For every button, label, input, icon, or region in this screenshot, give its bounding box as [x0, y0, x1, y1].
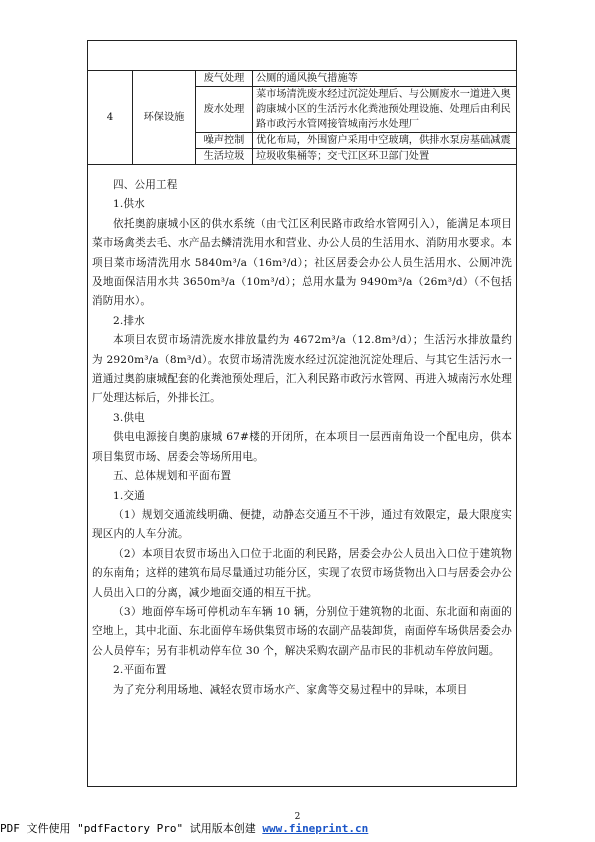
paragraph: （2）本项目农贸市场出入口位于北面的利民路，居委会办公人员出入口位于建筑物的东南角；这样的建筑布局尽量通过功能分区，实现了农贸市场货物出入口与居委会办公人员出入口的分离，减少地面交通的相互干扰。 [92, 547, 512, 599]
row-number-cell: 4 [88, 71, 133, 165]
paragraph: 为了充分利用场地、减轻农贸市场水产、家禽等交易过程中的异味，本项目 [113, 683, 468, 696]
paragraph: 供电电源接自奥韵康城 67#楼的开闭所，在本项目一层西南角设一个配电房，供本项目集贸市场、居委会等场所用电。 [92, 431, 512, 463]
table-row [88, 71, 517, 87]
sub-item-label: 生活垃圾 [196, 149, 253, 165]
paragraph: （1）规划交通流线明确、便捷，动静态交通互不干涉，通过有效限定，最大限度实现区内的人车分流。 [92, 508, 512, 541]
paragraph: 依托奥韵康城小区的供水系统（由弋江区利民路市政给水管网引入），能满足本项目菜市场禽类去毛、水产品去鳞清洗用水和营业、办公人员的生活用水、消防用水要求。本项目菜市场清洗用水 5840m³/a（16m³/d）；社区居委会办公人员生活用水、公厕冲洗及地面保洁用水共 3650m³/a（10m³/d）；总用水量为 9490m³/a（26m³/d）（不包括消防用水）。 [92, 217, 512, 308]
sub-item-desc: 菜市场清洗废水经过沉淀处理后、与公厕废水一道进入奥韵康城小区的生活污水化粪池预处理设施、处理后由利民路市政污水管网接管城南污水处理厂 [253, 87, 517, 133]
page-number: 2 [294, 812, 301, 822]
paragraph: 本项目农贸市场清洗废水排放量约为 4672m³/a（12.8m³/d）；生活污水排放量约为 2920m³/a（8m³/d）。农贸市场清洗废水经过沉淀池沉淀处理后、与其它生活污水一道通过奥韵康城配套的化粪池预处理后，汇入利民路市政污水管网、再进入城南污水处理厂处理达标后，外排长江。 [92, 334, 512, 405]
subsection-heading: 2.排水 [113, 314, 145, 327]
sub-item-label: 废气处理 [196, 71, 253, 87]
category-cell: 环保设施 [133, 71, 196, 165]
paragraph: （3）地面停车场可停机动车车辆 10 辆，分别位于建筑物的北面、东北面和南面的空地上，其中北面、东北面停车场供集贸市场的农副产品装卸货，南面停车场供居委会办公人员停车；另有非机动停车位 30 个，解决采购农副产品市民的非机动车停放问题。 [92, 605, 512, 657]
sub-item-desc: 垃圾收集桶等；交弋江区环卫部门处置 [253, 149, 517, 165]
section-heading: 五、总体规划和平面布置 [113, 470, 232, 483]
section-heading: 四、公用工程 [113, 179, 178, 191]
subsection-heading: 3.供电 [113, 411, 145, 424]
document-body [92, 176, 512, 700]
footer-link[interactable]: www.fineprint.cn [262, 822, 369, 835]
sub-item-label: 噪声控制 [196, 133, 253, 149]
footer-text: PDF 文件使用 "pdfFactory Pro" 试用版本创建 [0, 822, 263, 835]
subsection-heading: 1.交通 [113, 489, 145, 502]
pdf-footer [0, 820, 368, 836]
sub-item-label: 废水处理 [196, 87, 253, 133]
environmental-facilities-table [87, 70, 517, 165]
subsection-heading: 1.供水 [113, 198, 145, 211]
sub-item-desc: 优化布局，外围窗户采用中空玻璃，供排水泵房基础减震 [253, 133, 517, 149]
subsection-heading: 2.平面布置 [113, 664, 167, 677]
sub-item-desc: 公厕的通风换气措施等 [253, 71, 517, 87]
